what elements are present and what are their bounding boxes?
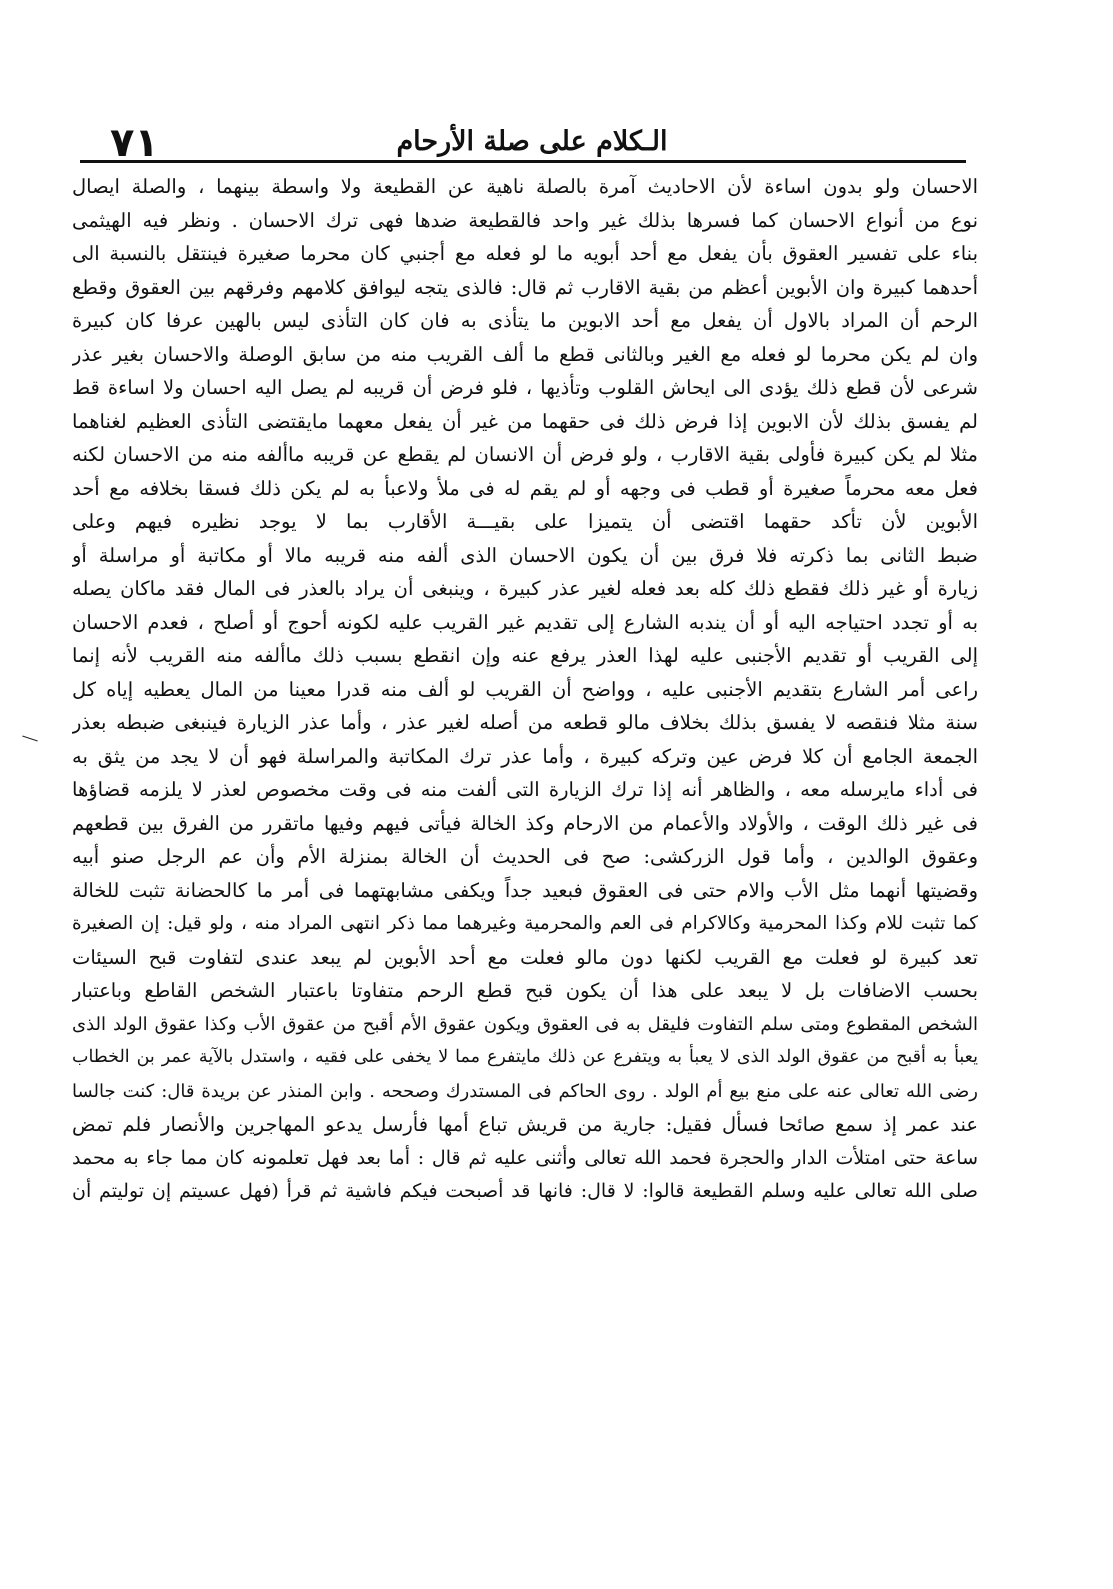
text-line: لم يفسق بذلك لأن الابوين إذا فرض ذلك فى حقهما من غير أن يفعل معهما مايقتضى التأذى العظيم لغناهما [72,409,978,433]
text-line: مثلا لم يكن كبيرة فأولى بقية الاقارب ، ولو فرض أن الانسان لم يقطع عن قريبه ماألفه منه من الاحسان لكنه [72,443,978,466]
page-number: ٧١ [110,120,159,166]
text-line: وان لم يكن محرما لو فعله مع الغير وبالثانى قطع ما ألف القريب منه من سابق الوصلة والاحسان بغير عذر [72,342,978,366]
running-title: الـكلام على صلة الأرحام [396,126,668,157]
text-line: يعبأ به أقبح من عقوق الولد الذى لا يعبأ به ويتفرع عن ذلك مايتفرع مما لا يخفى على فقيه ، واستدل بالآية عمر بن الخطاب [72,1047,978,1067]
text-line: بناء على تفسير العقوق بأن يفعل مع أحد أبويه ما لو فعله مع أجنبي كان محرما صغيرة فينتقل بالنسبة الى [72,242,978,265]
text-line: نوع من أنواع الاحسان كما فسرها بذلك غير واحد فالقطيعة ضدها فهى ترك الاحسان . ونظر فيه الهيثمى [72,208,978,232]
text-line: إلى القريب أو تقديم الأجنبى عليه لهذا العذر يرفع عنه وإن انقطع بسبب ذلك ماألفه منه القريب لأنه إنما [72,644,978,667]
text-line: وقضيتها أنهما مثل الأب والام حتى فى العقوق فبعيد جداً ويكفى مشابهتهما فى أمر ما كالحضانة تثبت للخالة [72,878,978,902]
page-header [92,118,972,164]
text-line: زيارة أو غير ذلك فقطع ذلك كله بعد فعله لغير عذر كبيرة ، وينبغى أن يراد بالعذر فى المال فقد ماكان يصله [72,577,978,600]
text-line: الشخص المقطوع ومتى سلم التفاوت فليقل به فى العقوق ويكون عقوق الأم أقبح من عقوق الأب وكذا عقوق الولد الذى [72,1013,978,1035]
text-line: ضبط الثانى بما ذكرته فلا فرق بين أن يكون الاحسان الذى ألفه منه قريبه مالا أو مكاتبة أو مراسلة أو [72,543,978,567]
text-line: به أو تجدد احتياجه اليه أو أن يندبه الشارع إلى تقديم غير القريب عليه لكونه أحوج أو أصلح ، فعدم الاحسان [72,610,978,634]
text-line: أحدهما كبيرة وان الأبوين أعظم من بقية الاقارب ثم قال: فالذى يتجه ليوافق كلامهم وفرقهم بين العقوق وقطع [72,275,978,299]
text-line: الاحسان ولو بدون اساءة لأن الاحاديث آمرة بالصلة ناهية عن القطيعة ولا واسطة بينهما ، والصلة ايصال [72,175,978,198]
text-line: فعل معه محرماً صغيرة أو قطب فى وجهه أو لم يقم له فى ملأ ولاعبأ به لم يكن ذلك فسقا بخلافه مع أحد [72,476,978,500]
text-line: صلى الله تعالى عليه وسلم القطيعة قالوا: لا قال: فانها قد أصبحت فيكم فاشية ثم قرأ (فهل عسيتم إن توليتم أن [72,1180,978,1202]
header-rule [80,160,966,163]
text-line: بحسب الاضافات بل لا يبعد على هذا أن يكون قبح قطع الرحم متفاوتا باعتبار الشخص القاطع وباعتبار [72,979,978,1002]
text-line: الرحم أن المراد بالاول أن يفعل مع أحد الابوين ما يتأذى به فان كان التأذى ليس بالهين عرفا كان كبيرة [72,309,978,332]
text-line: الجمعة الجامع أن كلا فرض عين وتركه كبيرة ، وأما عذر ترك المكاتبة والمراسلة فهو أن لا يجد من يثق به [72,744,978,768]
text-line: فى أداء مايرسله معه ، والظاهر أنه إذا ترك الزيارة التى ألفت منه فى وقت مخصوص لعذر لا يلزمه قضاؤها [72,778,978,801]
text-line: فى غير ذلك الوقت ، والأولاد والأعمام من الارحام وكذ الخالة فيأتى فيهم وفيها ماتقرر من الفرق بين قطعهم [72,811,978,835]
text-line: كما تثبت للام وكذا المحرمية وكالاكرام فى العم والمحرمية وغيرهما مما ذكر انتهى المراد منه ، ولو قيل: إن الصغيرة [72,913,978,934]
text-line: الأبوين لأن تأكد حقهما اقتضى أن يتميزا على بقيـــة الأقارب بما لا يوجد نظيره فيهم وعلى [72,510,978,533]
text-line: شرعى لأن قطع ذلك يؤدى الى ايحاش القلوب وتأذيها ، فلو فرض أن قريبه لم يصل اليه احسان ولا اساءة قط [72,376,978,399]
text-line: ساعة حتى امتلأت الدار والحجرة فحمد الله تعالى وأثنى عليه ثم قال : أما بعد فهل تعلمونه كان مما جاء به محمد [72,1146,978,1169]
text-line: عند عمر إذ سمع صائحا فسأل فقيل: جارية من قريش تباع أمها فأرسل يدعو المهاجرين والأنصار فلم تمض [72,1113,978,1136]
text-line: سنة مثلا فنقصه لا يفسق بذلك بخلاف مالو قطعه من أصله لغير عذر ، وأما عذر الزيارة فينبغى ضبطه بعذر [72,711,978,734]
text-line: تعد كبيرة لو فعلت مع القريب لكنها دون مالو فعلت مع أحد الأبوين لم يبعد عندى لتفاوت قبح السيئات [72,945,978,969]
body-text [72,170,978,1209]
text-line: راعى أمر الشارع بتقديم الأجنبى عليه ، وواضح أن القريب لو ألف منه قدرا معينا من المال يعطيه إياه كل [72,677,978,701]
text-line: وعقوق الوالدين ، وأما قول الزركشى: صح فى الحديث أن الخالة بمنزلة الأم وأن عم الرجل صنو أبيه [72,845,978,868]
margin-mark [22,736,38,742]
text-line: رضى الله تعالى عنه على منع بيع أم الولد . روى الحاكم فى المستدرك وصححه . وابن المنذر عن بريدة قال: كنت جالسا [72,1080,978,1102]
